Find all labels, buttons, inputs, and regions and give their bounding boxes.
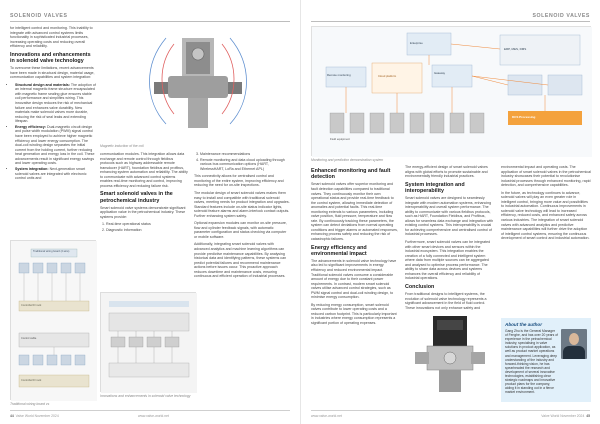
paragraph: In the future, as technology continues to advance, solenoid valves will play an even greater role in intelligent control, bringing more value and possibilities to industrial automation. Continuous improvements in solenoid valve technology will lead to increased efficiency, reduced costs, and enhanced safety across various industries. The integration of smart solenoid valves with advanced analytics and predictive maintenance capabilities will further drive the adoption of intelligent control systems, ensuring the continuous development of smart control and industrial automation. <box>501 190 590 241</box>
innovations-list <box>10 83 96 181</box>
provides-list <box>100 222 188 232</box>
coil-figure-caption: Magnetic induction of the coil <box>100 144 144 148</box>
page-number-right: Valve World November 2024 45 <box>541 414 590 418</box>
system-diagram-caption: Monitoring and prediction demonstration system <box>311 158 384 162</box>
left-column-3 <box>194 152 290 282</box>
right-column-1 <box>311 165 399 329</box>
coil-figure <box>100 26 290 142</box>
about-author-box <box>501 318 591 402</box>
coil-illustration <box>100 26 290 142</box>
heading-integration: System integration and interoperability <box>405 181 465 194</box>
heading-energy: Energy efficiency and environmental impact <box>311 244 367 257</box>
remote-label: Remote monitoring <box>327 73 351 77</box>
paragraph: Smart solenoid valves offer superior monitoring and fault detection capabilities compared to traditional valves. They continuously monitor their own operational status and provide real-time feedback to the control system, allowing immediate detection of anomalies and potential faults. This real-time monitoring extends to various parameters, including valve position, fluid pressure, temperature and flow rate. By continuously tracking these parameters, the system can detect deviations from normal operating conditions and trigger alarms or automated responses, enhancing process safety and reducing the risk of catastrophic failures. <box>311 182 398 241</box>
paragraph: The advancements in solenoid valve technology have also led to significant improvements in energy efficiency and reduced environmental impact. Traditional solenoid valves consume a considerable amount of energy due to their constant power requirements. In contrast, modern smart solenoid valves utilise advanced control strategies, such as PWM signal control and dual-coil winding design, to minimise energy consumption. <box>311 258 397 300</box>
paragraph: The energy-efficient design of smart solenoid valves aligns with global efforts to promote sustainable and environmentally friendly industrial practices. <box>405 165 488 179</box>
wiring-label-controller-2: Controller/IO rack <box>21 379 42 382</box>
list-item: • Structural design and materials: The adoption of an internal magnetic frame structure encapsulated with magnetic frame sealing glue ensures stable coil performance and simplifies wiring. This innovative design reduces the risk of mechanical failure and enhances valve durability. New materials make solenoid valves more durable, reducing the risk of seal leaks and extending lifespan. <box>15 83 96 124</box>
system-diagram-graphic <box>312 27 592 157</box>
list-item: • Energy efficiency: Dual-magnetic circuit design and pulse width modulation (PWM) signal control have been employed to achieve higher magnetic efficiency and lower energy consumption. The dual-coil winding design separates the initial current from the holding current, further reducing heat generation and energy loss in the coil. These advancements result in significant energy savings and lower operating costs. <box>15 125 96 166</box>
footer-url-right: www.valve-world.net <box>311 414 342 418</box>
innovation-figure-caption: Innovations and enhancements in solenoid valve technology <box>100 394 191 398</box>
list-item: 4. Remote monitoring and data cloud uploading through various bus communication options (HART, WirelessHART, LoRa and Ethernet APL) <box>200 158 290 172</box>
heading-conclusion: Conclusion <box>405 283 435 290</box>
left-column-1 <box>10 26 96 184</box>
wiring-figure-caption: Traditional wiring board vs <box>10 402 50 406</box>
paragraph: Additionally, integrating smart solenoid valves with advanced analytics and machine learning algorithms can provide predictive maintenance capabilities. By analysing historical data and identifying patterns, these systems can predict potential failures and recommend maintenance actions before issues occur. This proactive approach reduces downtime and maintenance costs, ensuring continuous and efficient operation of industrial processes. <box>194 242 287 279</box>
running-header-right: SOLENOID VALVES <box>532 13 590 19</box>
running-header-left: SOLENOID VALVES <box>10 13 68 19</box>
innovation-diagram <box>101 293 197 393</box>
innovation-figure <box>100 292 196 392</box>
left-column-2 <box>100 152 188 236</box>
about-author-title: About the author <box>505 322 542 327</box>
list-item: 3. Maintenance recommendations <box>200 152 290 157</box>
right-page <box>300 0 600 424</box>
valve-image <box>405 310 495 402</box>
system-diagram <box>311 26 591 156</box>
list-item: • System integration: Next-generation smart solenoid valves are integrated with electronic control units and <box>15 167 96 181</box>
footer-rule <box>10 410 290 411</box>
wiring-label-top: Traditional wiring board (2-wire) <box>33 250 70 253</box>
dcs-label: DCS Processing <box>512 115 536 119</box>
list-item: 1. Real-time operational status <box>106 222 188 227</box>
header-rule <box>311 21 590 22</box>
wiring-label-controller: Controller/IO rack <box>21 304 42 307</box>
enterprise-label: Enterprise <box>410 41 423 45</box>
paragraph: environmental impact and operating costs. The application of smart solenoid valves in the petrochemical industry showcases their potential to revolutionise industrial processes through enhanced monitoring, rapid detection, and comprehensive capabilities. <box>501 165 591 188</box>
right-column-2 <box>405 165 495 322</box>
page-number-left: 44 Valve World November 2024 <box>10 414 59 418</box>
footer-url-left: www.valve-world.net <box>138 414 169 418</box>
cloud-label: Cloud platform <box>378 74 397 78</box>
footer-rule <box>311 410 590 411</box>
header-rule <box>10 21 290 22</box>
innovations-paragraph: To overcome these limitations, recent advancements have been made in structural design, material usage, communication capabilities and system integration: <box>10 66 95 80</box>
wiring-label-cable: Control cable <box>21 337 37 340</box>
author-photo <box>561 329 587 359</box>
gateway-label: Gateway <box>434 71 446 75</box>
valve-photo <box>405 310 495 402</box>
erp-label: ERP, MES, DMS <box>504 47 527 51</box>
paragraph: Smart solenoid valve systems demonstrate significant application value in the petrochemical industry. These systems provide: <box>100 205 186 219</box>
heading-innovations: Innovations and enhancements in solenoid valve technology <box>10 51 91 64</box>
paragraph: By reducing energy consumption, smart solenoid valves contribute to lower operating costs and a reduced carbon footprint. This is particularly important in industries where energy consumption represents a significant portion of operating expenses. <box>311 302 397 326</box>
paragraph: From traditional designs to intelligent systems, the evolution of solenoid valve technology represents a significant advancement in the field of fluid control. These innovations not only enhance safety and <box>405 292 487 310</box>
intro-paragraph: for intelligent control and monitoring. This inability to integrate with advanced control systems limits functionality in sophisticated industrial processes, increasing operating costs and reducing overall efficiency and reliability. <box>10 26 93 49</box>
field-label: Field equipment <box>330 137 350 141</box>
paragraph: Smart solenoid valves are designed to seamlessly integrate with modern automation systems, enhancing interoperability and overall system performance. The ability to communicate with various fieldbus protocols, such as HART, Foundation Fieldbus, and Profibus, allows for seamless data exchange and integration with existing control systems. This interoperability is crucial for achieving comprehensive and centralised control of industrial processes. <box>405 196 494 237</box>
heading-smart-valves: Smart solenoid valves in the petrochemical industry <box>100 191 173 204</box>
wiring-diagram <box>11 241 97 401</box>
right-column-3 <box>501 165 591 244</box>
paragraph: The modular design of smart solenoid valves makes them easy to install and compatible with traditional solenoid valves, meeting needs for product integration and upgrades. Standard features include on-site status indicator lights, solenoid feature alarms and alarm-interlock contact outputs. Further enhancing system safety. <box>194 191 290 218</box>
about-author-text: Gang Zhu is the General Manager of Fenghe, and has over 20 years of experience in the petrochemical industry, specialising in valve solutions in product application, as well as product market operations and management. Leveraging deep understanding of the industry and forward-thinking vision, he has spearheaded the research and development of several innovative technologies, establishing clear strategic roadmaps and innovative product plans for the company, aiding it in standing out in a fierce market environment. <box>505 329 558 395</box>
provides-list-continued <box>194 152 290 171</box>
wiring-figure <box>10 240 96 400</box>
list-item: 2. Diagnostic information <box>106 228 188 233</box>
paragraph: Optional expansion modules can monitor on-site pressure, flow and cylinder feedback signals, with automatic parameter configuration and status checking via computer or mobile software. <box>194 221 287 239</box>
paragraph: Furthermore, smart solenoid valves can be integrated with other smart devices and sensors within the industrial ecosystem. This integration enables the creation of a fully connected and intelligent system where data from multiple sources can be aggregated and analysed to optimise process performance. The ability to share data across devices and systems enhances the overall efficiency and reliability of industrial operations. <box>405 239 491 281</box>
heading-monitoring: Enhanced monitoring and fault detection <box>311 168 391 181</box>
paragraph: This connectivity allows for centralised control and monitoring of the entire system, improving efficiency and reducing the need for on-site inspections. <box>194 174 284 188</box>
paragraph: communication modules. This integration allows data exchange and remote control through fieldbus protocols such as highway addressable remote transducer (HART), foundation fieldbus and profibus, enhancing system automation and reliability. The ability to communicate with advanced control systems enables real-time monitoring and control, improving process efficiency and reducing failure risk. <box>100 152 188 188</box>
